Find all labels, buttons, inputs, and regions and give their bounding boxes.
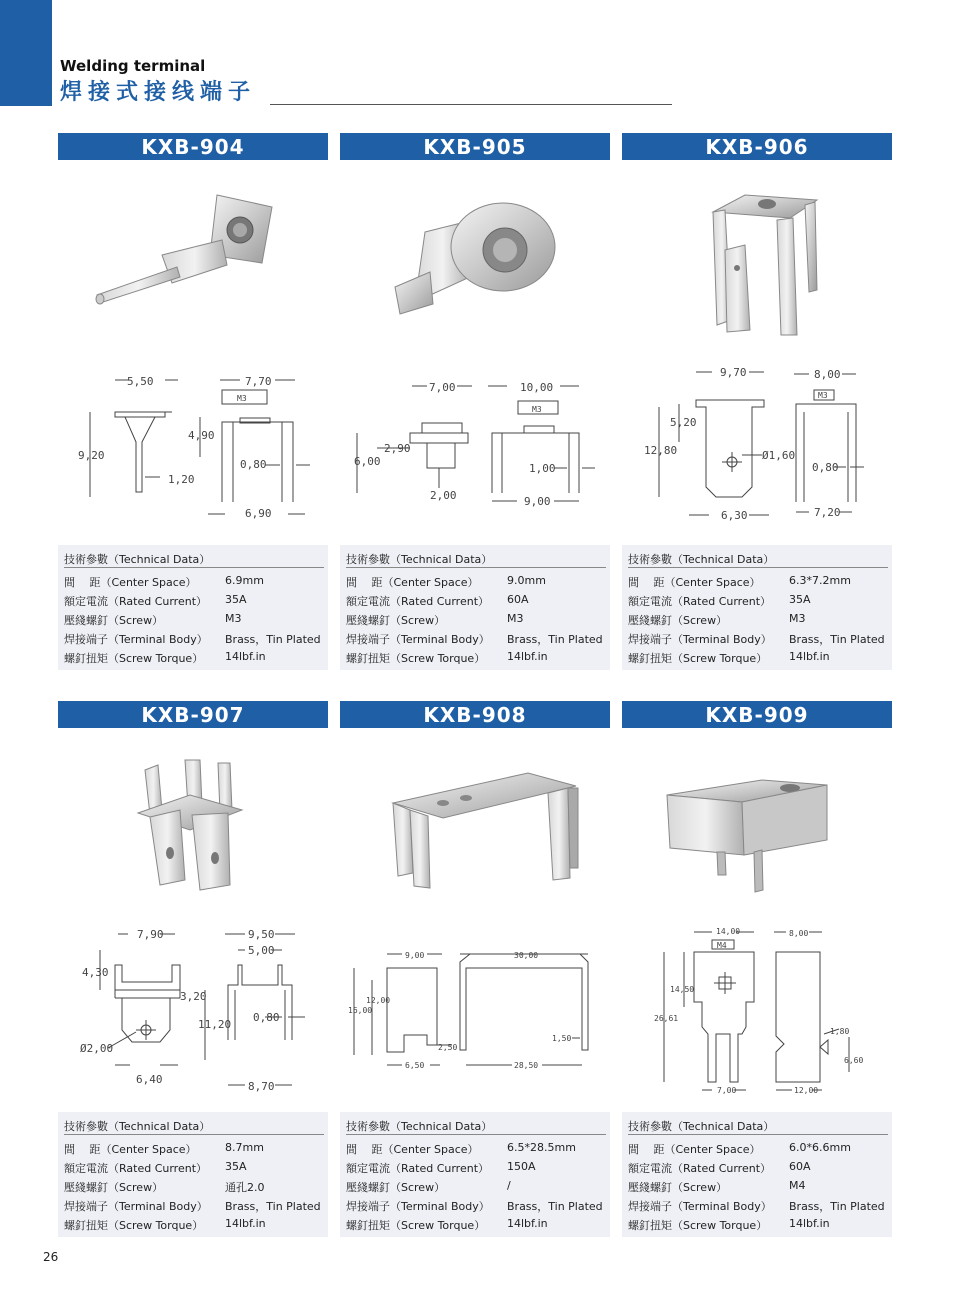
spec-heading: 技術參數（Technical Data） — [64, 1118, 324, 1135]
dim-label: 1,00 — [529, 462, 556, 475]
dim-label: M3 — [532, 405, 542, 414]
model-band-kxb-904: KXB-904 — [58, 133, 328, 160]
product-photo-kxb-904 — [92, 185, 292, 325]
product-photo-kxb-905 — [385, 192, 575, 322]
spec-heading: 技術參數（Technical Data） — [346, 1118, 606, 1135]
dim-label: 12,00 — [366, 996, 391, 1005]
dim-label: 6,30 — [721, 509, 748, 522]
spec-row-screw — [628, 1179, 890, 1198]
spec-label: 焊接端子（Terminal Body） — [64, 633, 208, 646]
dim-label: 8,70 — [248, 1080, 275, 1093]
product-photo-kxb-907 — [130, 755, 250, 905]
dim-label: 0,80 — [253, 1011, 280, 1024]
spec-label: 焊接端子（Terminal Body） — [346, 1200, 490, 1213]
product-photo-kxb-908 — [388, 768, 588, 898]
spec-row-screw-torque — [628, 650, 890, 669]
spec-value: 14lbf.in — [225, 1217, 266, 1230]
dim-label: Ø2,00 — [80, 1042, 114, 1055]
spec-row-screw — [346, 612, 608, 631]
dim-label: 0,80 — [812, 461, 839, 474]
spec-row-rated-current — [346, 593, 608, 612]
dim-label: 12,00 — [794, 1086, 819, 1095]
page-number: 26 — [43, 1250, 59, 1264]
spec-value: 8.7mm — [225, 1141, 264, 1154]
dim-label: 11,20 — [198, 1018, 232, 1031]
product-photo-kxb-909 — [662, 760, 832, 910]
dim-label: 12,80 — [644, 444, 678, 457]
spec-label: 螺釘扭矩（Screw Torque） — [64, 652, 204, 665]
dim-label: 5,20 — [670, 416, 697, 429]
spec-label: 額定電流（Rated Current） — [64, 1162, 208, 1175]
spec-row-terminal-body — [346, 1198, 608, 1217]
spec-value: 6.3*7.2mm — [789, 574, 851, 587]
dim-label: 7,20 — [814, 506, 841, 519]
spec-value: 14lbf.in — [789, 1217, 830, 1230]
spec-row-screw — [64, 612, 326, 631]
spec-row-rated-current — [628, 1160, 890, 1179]
dim-label: 4,30 — [82, 966, 109, 979]
spec-label: 焊接端子（Terminal Body） — [346, 633, 490, 646]
spec-row-center-space — [628, 1141, 890, 1160]
dim-label: 5,50 — [127, 375, 154, 388]
spec-value: 35A — [225, 1160, 247, 1173]
model-band-kxb-905: KXB-905 — [340, 133, 610, 160]
spec-label: 間 距（Center Space） — [64, 1143, 197, 1156]
spec-label: 焊接端子（Terminal Body） — [64, 1200, 208, 1213]
dim-label: 6,60 — [844, 1056, 864, 1065]
model-band-kxb-907: KXB-907 — [58, 701, 328, 728]
dim-label: 14,50 — [670, 985, 695, 994]
dim-label: 4,90 — [188, 429, 215, 442]
spec-value: M3 — [507, 612, 524, 625]
spec-value: / — [507, 1179, 511, 1192]
spec-heading: 技術參數（Technical Data） — [64, 551, 324, 568]
dim-label: 9,20 — [78, 449, 105, 462]
spec-value: Brass，Tin Plated — [225, 633, 321, 646]
dimension-drawing-kxb-905 — [342, 368, 612, 518]
spec-row-center-space — [64, 1141, 326, 1160]
dimension-drawing-kxb-909 — [624, 922, 894, 1102]
dim-label: 7,00 — [429, 381, 456, 394]
dimension-drawing-kxb-908 — [342, 940, 612, 1080]
dim-label: 6,50 — [405, 1061, 425, 1070]
spec-value: M3 — [225, 612, 242, 625]
dim-label: M4 — [717, 941, 727, 950]
spec-value: M4 — [789, 1179, 806, 1192]
spec-label: 焊接端子（Terminal Body） — [628, 633, 772, 646]
dim-label: M3 — [818, 391, 828, 400]
spec-row-center-space — [628, 574, 890, 593]
dim-label: 8,00 — [814, 368, 841, 381]
model-band-kxb-908: KXB-908 — [340, 701, 610, 728]
dim-label: 1,80 — [830, 1027, 850, 1036]
spec-row-screw-torque — [628, 1217, 890, 1236]
spec-value: M3 — [789, 612, 806, 625]
spec-label: 壓綫螺釘（Screw） — [628, 614, 728, 627]
spec-value: 14lbf.in — [789, 650, 830, 663]
spec-row-screw — [64, 1179, 326, 1198]
spec-value: 14lbf.in — [507, 1217, 548, 1230]
dim-label: 8,00 — [789, 929, 809, 938]
spec-label: 壓綫螺釘（Screw） — [346, 614, 446, 627]
spec-value: 150A — [507, 1160, 536, 1173]
spec-label: 間 距（Center Space） — [346, 576, 479, 589]
model-band-kxb-906: KXB-906 — [622, 133, 892, 160]
spec-value: 14lbf.in — [225, 650, 266, 663]
spec-value: 6.0*6.6mm — [789, 1141, 851, 1154]
spec-table-kxb-904 — [58, 545, 328, 670]
spec-value: 35A — [789, 593, 811, 606]
spec-row-rated-current — [628, 593, 890, 612]
spec-value: 6.5*28.5mm — [507, 1141, 576, 1154]
spec-row-center-space — [346, 574, 608, 593]
dimension-drawing-kxb-906 — [624, 362, 894, 522]
spec-label: 額定電流（Rated Current） — [628, 595, 772, 608]
spec-row-rated-current — [346, 1160, 608, 1179]
spec-label: 額定電流（Rated Current） — [346, 595, 490, 608]
dim-label: 2,00 — [430, 489, 457, 502]
spec-label: 螺釘扭矩（Screw Torque） — [628, 1219, 768, 1232]
model-band-kxb-909: KXB-909 — [622, 701, 892, 728]
spec-label: 螺釘扭矩（Screw Torque） — [346, 652, 486, 665]
dim-label: 0,80 — [240, 458, 267, 471]
dim-label: 30,00 — [514, 951, 539, 960]
spec-label: 螺釘扭矩（Screw Torque） — [346, 1219, 486, 1232]
spec-label: 螺釘扭矩（Screw Torque） — [628, 652, 768, 665]
dim-label: 1,20 — [168, 473, 195, 486]
spec-table-kxb-905 — [340, 545, 610, 670]
spec-row-center-space — [64, 574, 326, 593]
spec-value: Brass，Tin Plated — [789, 1200, 885, 1213]
dimension-drawing-kxb-907 — [60, 920, 330, 1100]
spec-table-kxb-906 — [622, 545, 892, 670]
dim-label: 9,50 — [248, 928, 275, 941]
corner-accent-bar — [0, 0, 52, 106]
spec-row-screw-torque — [64, 650, 326, 669]
spec-label: 壓綫螺釘（Screw） — [64, 614, 164, 627]
spec-label: 間 距（Center Space） — [346, 1143, 479, 1156]
section-title-cn: 焊接式接线端子 — [60, 80, 257, 105]
spec-value: Brass，Tin Plated — [507, 1200, 603, 1213]
title-divider — [270, 104, 672, 105]
spec-row-screw-torque — [64, 1217, 326, 1236]
spec-label: 額定電流（Rated Current） — [64, 595, 208, 608]
dim-label: 28,50 — [514, 1061, 539, 1070]
dim-label: 10,00 — [520, 381, 554, 394]
spec-heading: 技術參數（Technical Data） — [346, 551, 606, 568]
spec-row-terminal-body — [64, 631, 326, 650]
spec-row-terminal-body — [628, 631, 890, 650]
spec-table-kxb-907 — [58, 1112, 328, 1237]
spec-value: 35A — [225, 593, 247, 606]
dim-label: 9,00 — [405, 951, 425, 960]
dim-label: 7,90 — [137, 928, 164, 941]
spec-value: 6.9mm — [225, 574, 264, 587]
spec-row-rated-current — [64, 593, 326, 612]
dim-label: 9,70 — [720, 366, 747, 379]
dim-label: 16,00 — [348, 1006, 373, 1015]
section-title-en: Welding terminal — [60, 57, 206, 75]
spec-label: 壓綫螺釘（Screw） — [628, 1181, 728, 1194]
spec-value: 60A — [507, 593, 529, 606]
spec-label: 額定電流（Rated Current） — [346, 1162, 490, 1175]
dim-label: 1,50 — [552, 1034, 572, 1043]
spec-label: 間 距（Center Space） — [628, 576, 761, 589]
dim-label: 6,40 — [136, 1073, 163, 1086]
dim-label: 2,50 — [438, 1043, 458, 1052]
spec-label: 螺釘扭矩（Screw Torque） — [64, 1219, 204, 1232]
dim-label: 6,00 — [354, 455, 381, 468]
spec-table-kxb-909 — [622, 1112, 892, 1237]
spec-label: 壓綫螺釘（Screw） — [346, 1181, 446, 1194]
spec-row-terminal-body — [346, 631, 608, 650]
spec-label: 壓綫螺釘（Screw） — [64, 1181, 164, 1194]
spec-row-screw-torque — [346, 1217, 608, 1236]
spec-value: Brass，Tin Plated — [507, 633, 603, 646]
spec-value: 9.0mm — [507, 574, 546, 587]
spec-label: 間 距（Center Space） — [628, 1143, 761, 1156]
spec-value: 通孔2.0 — [225, 1181, 265, 1194]
spec-row-screw — [346, 1179, 608, 1198]
spec-row-rated-current — [64, 1160, 326, 1179]
dim-label: M3 — [237, 394, 247, 403]
dim-label: 9,00 — [524, 495, 551, 508]
spec-row-screw-torque — [346, 650, 608, 669]
spec-label: 額定電流（Rated Current） — [628, 1162, 772, 1175]
spec-row-terminal-body — [64, 1198, 326, 1217]
dim-label: 2,90 — [384, 442, 411, 455]
spec-row-screw — [628, 612, 890, 631]
dim-label: 7,00 — [717, 1086, 737, 1095]
spec-value: Brass，Tin Plated — [225, 1200, 321, 1213]
spec-heading: 技術參數（Technical Data） — [628, 551, 888, 568]
spec-table-kxb-908 — [340, 1112, 610, 1237]
dim-label: Ø1,60 — [762, 449, 796, 462]
product-photo-kxb-906 — [705, 190, 825, 340]
dim-label: 7,70 — [245, 375, 272, 388]
spec-value: 14lbf.in — [507, 650, 548, 663]
spec-label: 焊接端子（Terminal Body） — [628, 1200, 772, 1213]
spec-heading: 技術參數（Technical Data） — [628, 1118, 888, 1135]
dim-label: 14,00 — [716, 927, 741, 936]
spec-value: 60A — [789, 1160, 811, 1173]
spec-value: Brass，Tin Plated — [789, 633, 885, 646]
dim-label: 26,61 — [654, 1014, 679, 1023]
spec-label: 間 距（Center Space） — [64, 576, 197, 589]
dimension-drawing-kxb-904 — [60, 362, 330, 522]
spec-row-terminal-body — [628, 1198, 890, 1217]
dim-label: 5,00 — [248, 944, 275, 957]
dim-label: 6,90 — [245, 507, 272, 520]
dim-label: 3,20 — [180, 990, 207, 1003]
spec-row-center-space — [346, 1141, 608, 1160]
